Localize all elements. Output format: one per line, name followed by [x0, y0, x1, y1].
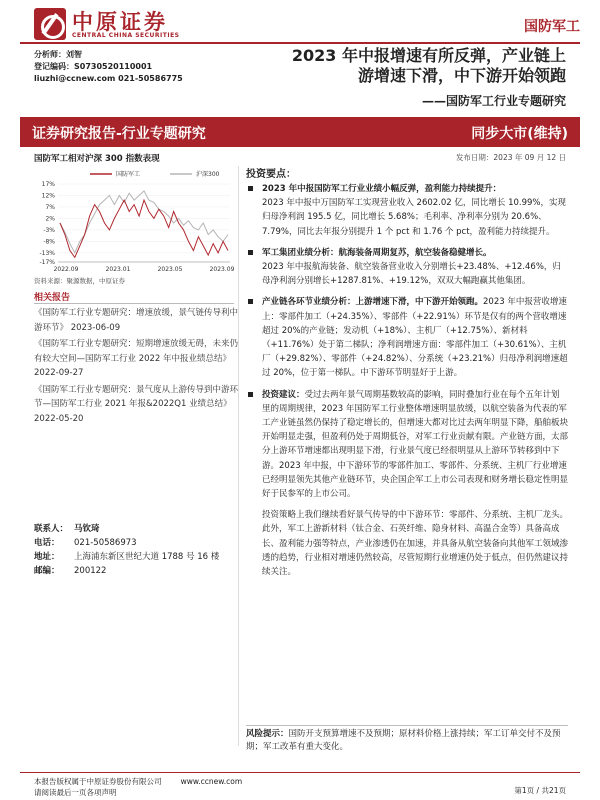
- analyst-reg-code: 登记编码：S0730520110001: [34, 62, 153, 71]
- key-point-body: 2023 年中报营收增速上：零部件加工（+24.35%）、零部件（+22.91%）环节是仅有的两个营收增速超过 20%的产业链；发动机（+18%）、主机厂（+12.75%）、新材料（+11.76%）处于第二梯队；净利润增速方面：零部件加工（+30.61%）、主机厂（+29.82%）、零部件（+24.82%）、分系统（+23.21%）归母净利润增速超过 20%，位于第一梯队。中下游环节明显好于上游。: [262, 297, 568, 379]
- risk-warning: [246, 728, 568, 754]
- footer-site-link[interactable]: www.ccnew.com: [180, 777, 243, 786]
- contact-block: [34, 522, 244, 578]
- key-point: [248, 182, 568, 239]
- key-points: [248, 182, 568, 586]
- contact-label: 联系人：: [34, 524, 69, 534]
- logo-text-cn: 中原证券: [72, 10, 168, 34]
- page-number: 第1页 / 共21页: [514, 786, 566, 795]
- related-report-item[interactable]: 《国防军工行业专题研究：增速放缓，景气链传导利中游环节》 2023-06-09: [34, 308, 239, 333]
- y-tick-label: -13%: [39, 249, 55, 257]
- y-tick-label: -3%: [43, 226, 55, 234]
- address-value: 上海浦东新区世纪大道 1788 号 16 楼: [74, 552, 220, 562]
- legend-label: 国防军工: [116, 171, 141, 178]
- key-point: [248, 295, 568, 380]
- x-tick-label: 2023.09: [209, 266, 235, 273]
- y-tick-label: 17%: [41, 181, 55, 188]
- y-tick-label: 7%: [45, 203, 55, 211]
- bullet-icon: [248, 299, 253, 304]
- logo-text-en: CENTRAL CHINA SECURITIES: [72, 32, 180, 39]
- sector-tag: 国防军工: [524, 19, 580, 35]
- chart-x-ticks: [54, 266, 235, 273]
- chart-series: [60, 191, 228, 258]
- report-subtitle: ——国防军工行业专题研究: [421, 94, 566, 108]
- contact-name: 马钦琦: [74, 524, 100, 534]
- y-tick-label: 2%: [45, 215, 55, 223]
- bullet-icon: [248, 186, 253, 191]
- chart-title: 国防军工相对沪深 300 指数表现: [34, 154, 160, 164]
- related-report-item[interactable]: 《国防军工行业专题研究：短期增速放缓无碍，未来仍有较大空间—国防军工行业 2022 年中报业绩总结》 2022-09-27: [34, 339, 239, 378]
- analyst-contact: liuzhi@ccnew.com 021-50586775: [34, 74, 183, 83]
- bullet-icon: [248, 250, 253, 255]
- column-divider: [238, 166, 239, 746]
- analyst-name: 分析师：刘智: [34, 50, 82, 59]
- phone-value: 021-50586973: [74, 538, 137, 548]
- zip-value: 200122: [74, 566, 107, 576]
- phone-label: 电话：: [34, 538, 60, 548]
- footer-disclaimer: 请阅读最后一页各项声明: [34, 788, 117, 797]
- risk-label: 风险提示：: [246, 729, 289, 739]
- company-logo: [34, 6, 194, 44]
- report-title-line2: 游增速下滑，中下游开始领跑: [357, 66, 566, 85]
- key-point-head: 产业链各环节业绩分析：上游增速下滑，中下游开始领跑。: [262, 297, 484, 308]
- report-type-banner: [20, 117, 580, 147]
- header-rule: [20, 42, 580, 44]
- related-report-item[interactable]: 《国防军工行业专题研究：景气度从上游传导到中游环节—国防军工行业 2021 年报&2022Q1 业绩总结》 2022-05-20: [34, 384, 239, 424]
- logo-mark-icon: [34, 8, 66, 40]
- risk-text: 国防开支预算增速不及预期；原材料价格上涨持续；军工订单交付不及预期；军工改革有重大变化。: [246, 729, 561, 752]
- footer-copyright: 本报告版权属于中原证券股份有限公司: [34, 777, 162, 786]
- related-rule: [34, 303, 234, 304]
- report-type: 证券研究报告-行业专题研究: [32, 126, 206, 142]
- key-point-body: 受过去两年景气周期基数较高的影响，同时叠加行业在每个五年计划里的周期规律，2023 年国防军工行业整体增速明显放缓，以航空装备为代表的军工产业链虽然仍保持了稳定增长的，但增速大都对比过去两年明显下降，船舶板块开始明显走强，但盈利仍处于周期低谷，对军工行业贡献有限。产业链方面，太部分上游环节增速都出现明显下滑，行业景气度已经很明显从上游环节转移到中下游。2023 年中报，中下游环节的零部件加工、零部件、分系统、主机厂行业增速已经明显领先其他产业链环节，央企国企军工上市公司表现和财务增长稳定性明显好于民参军的上市公司。: [262, 389, 569, 500]
- legend-label: 沪深300: [196, 171, 220, 178]
- chart-y-ticks: [39, 181, 55, 266]
- x-tick-label: 2023.05: [157, 266, 183, 273]
- y-tick-label: 12%: [41, 192, 55, 200]
- key-points-heading: 投资要点：: [246, 169, 296, 180]
- key-point-head: 军工集团业绩分析：航海装备周期复苏，航空装备稳健增长。: [262, 247, 492, 258]
- key-point: [248, 388, 568, 502]
- footer-left: [34, 776, 242, 798]
- chart-source: 资料来源：聚源数据，中原证券: [34, 277, 125, 285]
- chart-grid: [58, 184, 230, 262]
- strategy-paragraph: 投资策略上我们继续看好景气传导的中下游环节：零部件、分系统、主机厂龙头。此外，军工上游新材料（钛合金、石英纤维、隐身材料、高温合金等）具备高成长、盈利能力强等特点，产业渗透仍在加速，并具备从航空装备向其他军工领域渗透的趋势，行业相对增速仍然较高，尽管短期行业增速仍处于低点，但仍然建议持续关注。: [262, 510, 569, 578]
- report-title: [206, 46, 566, 86]
- relative-performance-chart: [30, 166, 235, 274]
- report-title-line1: 2023 年中报增速有所反弹，产业链上: [291, 46, 566, 65]
- zip-label: 邮编：: [34, 566, 60, 576]
- y-tick-label: -17%: [39, 259, 55, 266]
- series-line: [60, 200, 228, 257]
- risk-rule: [246, 725, 568, 726]
- key-point-body: 2023 年中报中万国防军工实现营业收入 2602.02 亿，同比增长 10.99%，实现归母净利润 195.5 亿，同比增长 5.68%；毛利率、净利率分别为 20.6%、7.79%，同比去年报分别提升 1 个 pct 和 1.76 个 pct，盈利能力持续提升。: [262, 198, 567, 237]
- analyst-info: [34, 49, 183, 85]
- industry-rating: 同步大市(维持): [471, 126, 568, 142]
- related-reports-heading: 相关报告: [34, 293, 71, 303]
- key-point-head: 2023 年中报国防军工行业业绩小幅反弹，盈利能力持续提升：: [262, 184, 502, 194]
- bullet-icon: [248, 392, 253, 397]
- x-tick-label: 2022.09: [53, 266, 79, 273]
- key-point-body: 2023 年中报航海装备、航空装备营业收入分别增长+23.48%、+12.46%，归母净利润分别增长+1287.81%、+19.12%，双双大幅跑赢其他集团。: [262, 262, 561, 287]
- key-point-head: 投资建议：: [262, 389, 305, 400]
- publish-date: 发布日期：2023 年 09 月 12 日: [455, 153, 566, 162]
- y-tick-label: -8%: [43, 238, 55, 246]
- address-label: 地址：: [34, 552, 60, 562]
- chart-legend: [90, 170, 220, 178]
- x-tick-label: 2023.01: [105, 266, 131, 273]
- related-reports-list: [34, 306, 239, 428]
- footer-rule: [20, 772, 580, 773]
- key-point: [248, 246, 568, 289]
